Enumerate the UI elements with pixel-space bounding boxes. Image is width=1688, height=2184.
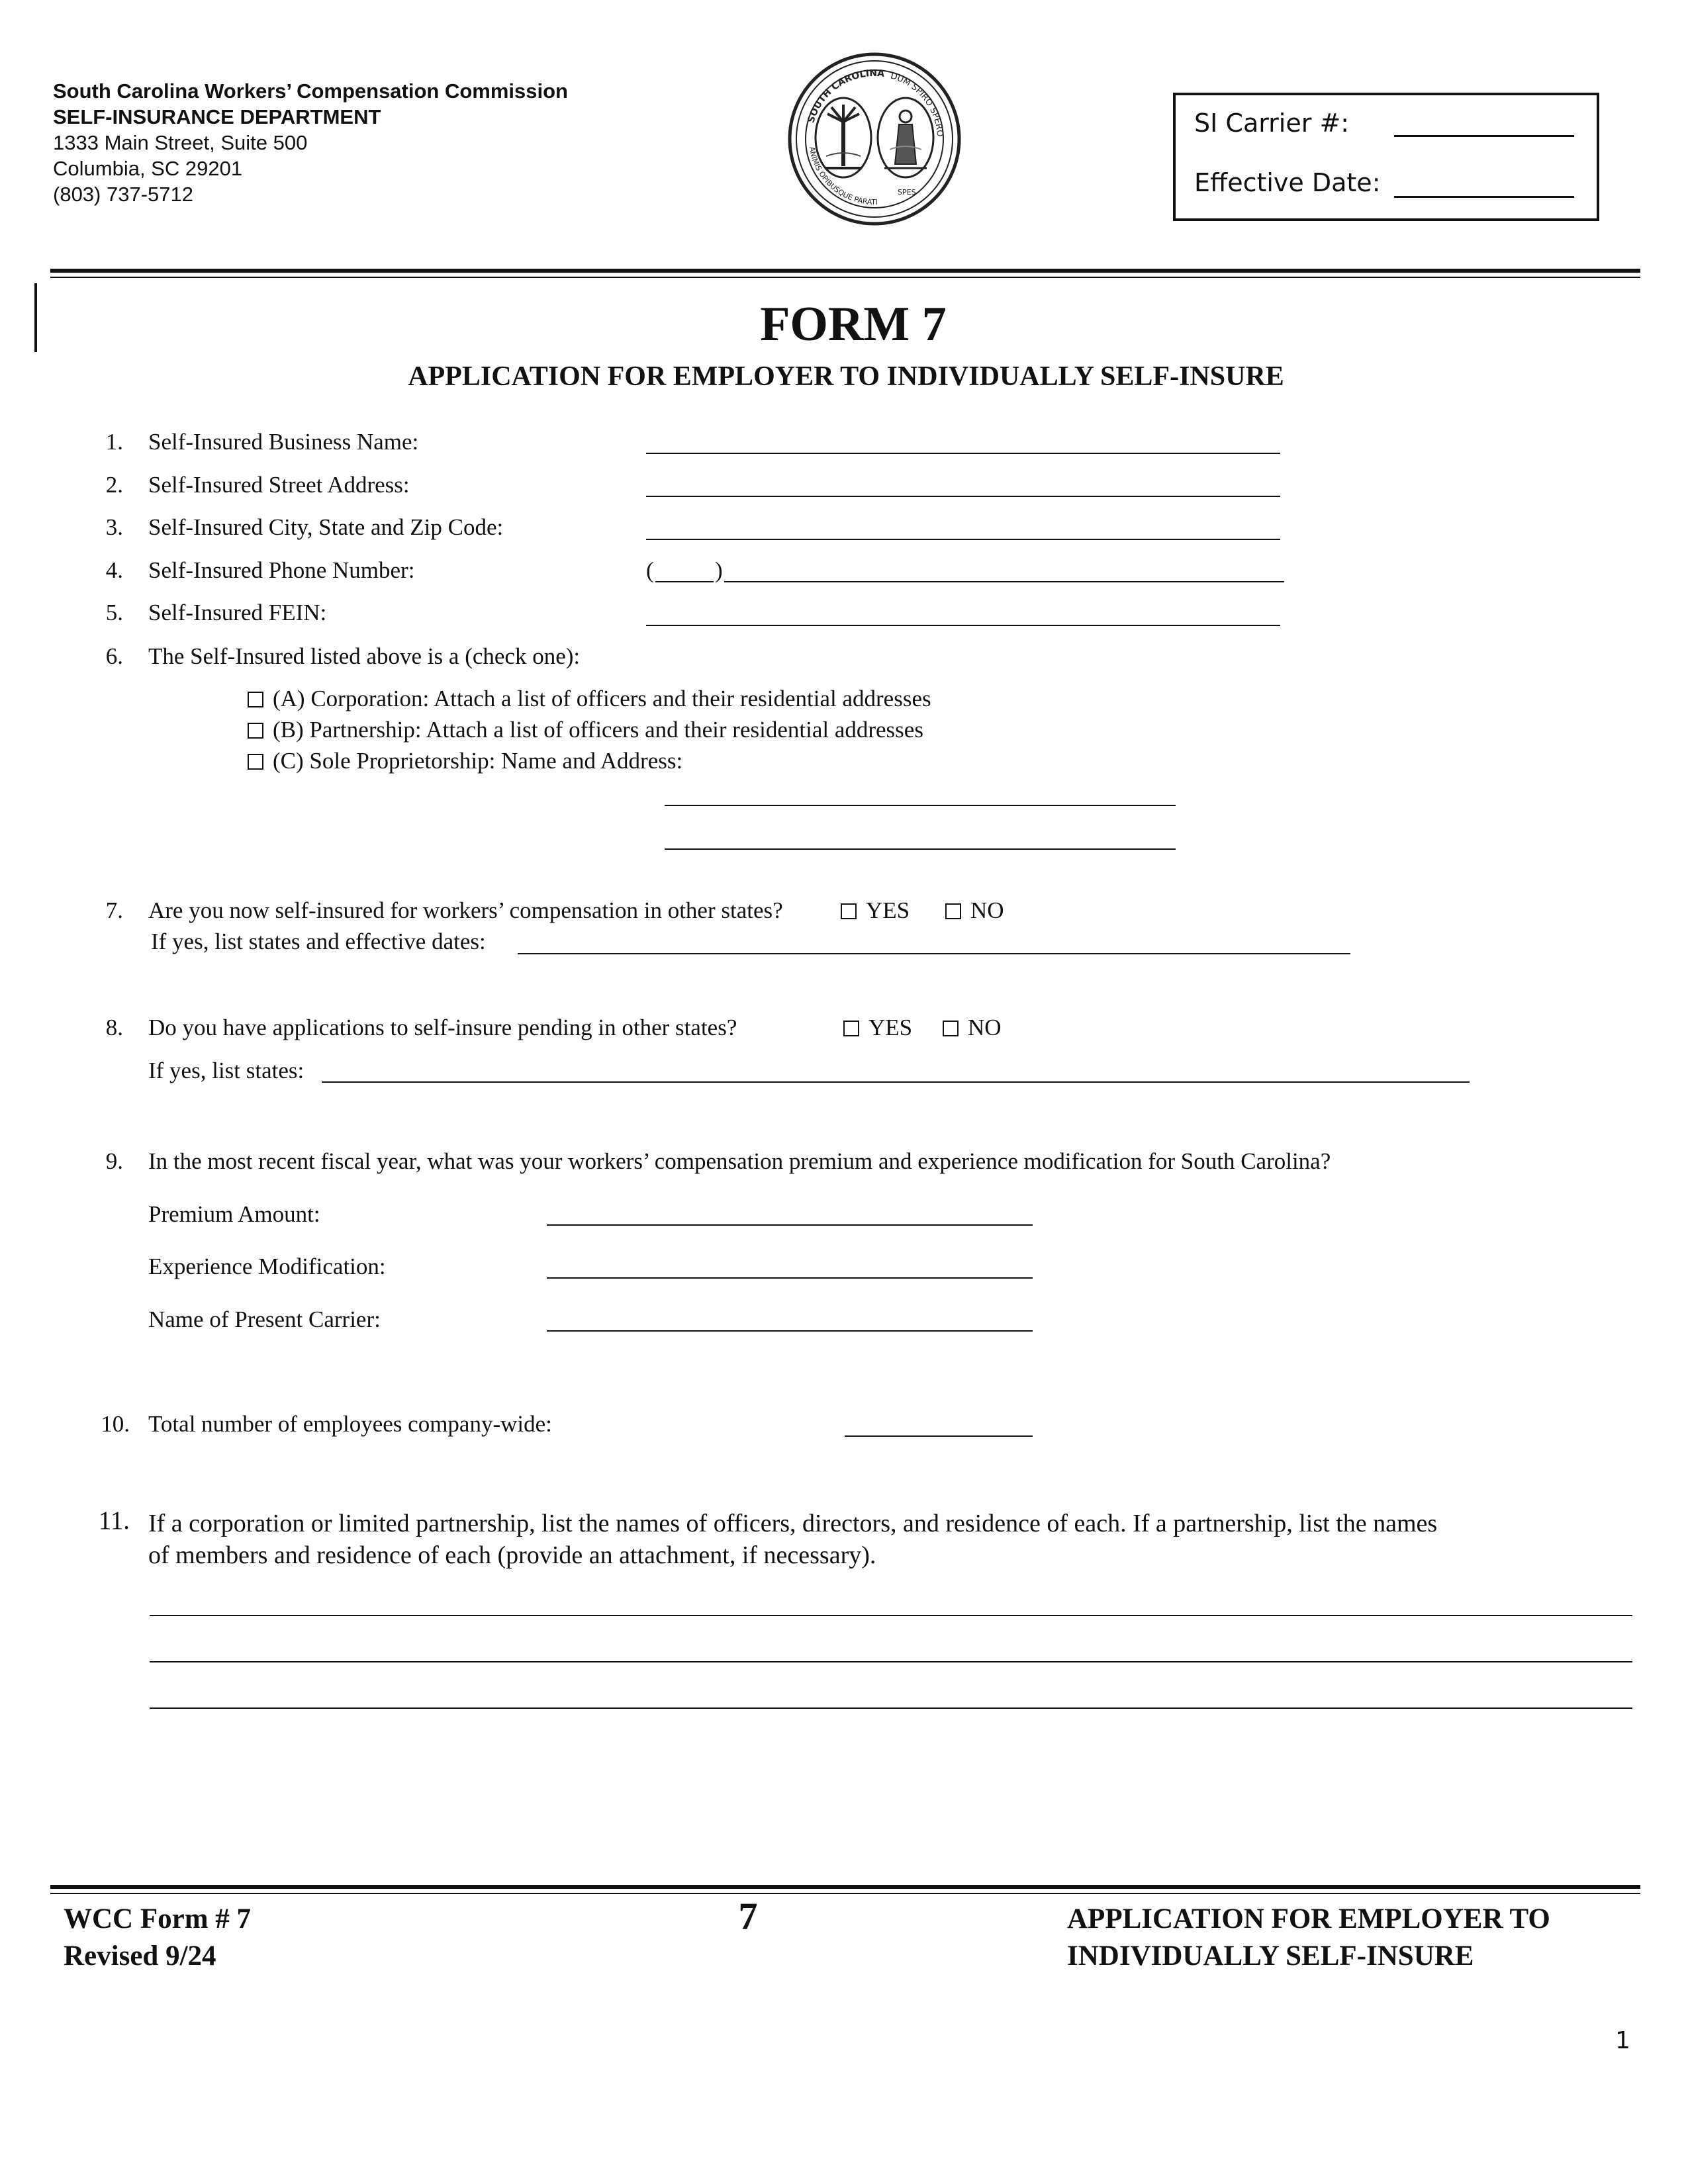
q2-label: Self-Insured Street Address:	[148, 472, 410, 498]
q8-label: Do you have applications to self-insure pending in other states?	[148, 1015, 737, 1040]
proprietor-name-field[interactable]	[665, 805, 1176, 806]
q7-yes-option	[841, 897, 910, 924]
experience-modification-label: Experience Modification:	[148, 1253, 386, 1279]
area-code-close-paren: )	[715, 557, 723, 583]
q8-yes-label: YES	[868, 1015, 913, 1040]
q4-number: 4.	[105, 557, 123, 583]
option-corporation	[248, 686, 931, 712]
q4-label: Self-Insured Phone Number:	[148, 557, 415, 583]
q3-label: Self-Insured City, State and Zip Code:	[148, 514, 504, 540]
q10-number: 10.	[101, 1411, 130, 1437]
area-code-field[interactable]	[655, 581, 714, 582]
form-subtitle: APPLICATION FOR EMPLOYER TO INDIVIDUALLY SELF-INSURE	[408, 361, 1284, 392]
si-carrier-field[interactable]	[1394, 135, 1574, 137]
q7-followup-label: If yes, list states and effective dates:	[151, 929, 486, 954]
q7-states-dates-field[interactable]	[518, 953, 1350, 954]
sole-proprietorship-label: (C) Sole Proprietorship: Name and Address:	[273, 748, 683, 774]
page-number: 1	[1615, 2027, 1630, 2054]
proprietor-address-field[interactable]	[665, 848, 1176, 850]
agency-address-block	[53, 78, 568, 207]
footer-revised-date: Revised 9/24	[64, 1940, 216, 1972]
q5-number: 5.	[105, 600, 123, 625]
employee-count-field[interactable]	[845, 1435, 1033, 1437]
phone-number-field[interactable]	[724, 581, 1284, 582]
premium-amount-field[interactable]	[547, 1224, 1033, 1226]
agency-city: Columbia, SC 29201	[53, 157, 243, 180]
q7-number: 7.	[105, 897, 123, 923]
q7-no-checkbox[interactable]	[945, 903, 961, 919]
q8-no-checkbox[interactable]	[943, 1021, 959, 1036]
department-name: SELF-INSURANCE DEPARTMENT	[53, 105, 381, 128]
premium-amount-label: Premium Amount:	[148, 1201, 320, 1227]
street-address-field[interactable]	[646, 496, 1280, 497]
q1-label: Self-Insured Business Name:	[148, 429, 419, 455]
q8-number: 8.	[105, 1015, 123, 1040]
area-code-open-paren: (	[646, 557, 654, 583]
carrier-info-box	[1173, 93, 1599, 221]
agency-phone: (803) 737-5712	[53, 183, 193, 206]
corporation-checkbox[interactable]	[248, 692, 263, 707]
header-rule-thin	[50, 277, 1640, 278]
seal-top-text: SOUTH CAROLINA	[806, 68, 885, 124]
q7-yes-checkbox[interactable]	[841, 903, 857, 919]
footer-rule-thin	[50, 1893, 1640, 1894]
q6-label: The Self-Insured listed above is a (check one):	[148, 643, 581, 669]
footer-title-line2: INDIVIDUALLY SELF-INSURE	[1067, 1940, 1474, 1972]
q7-no-label: NO	[970, 897, 1004, 923]
present-carrier-field[interactable]	[547, 1330, 1033, 1332]
footer-right	[1067, 1901, 1550, 1975]
footer-rule	[50, 1885, 1640, 1889]
footer-title-line1: APPLICATION FOR EMPLOYER TO	[1067, 1903, 1550, 1934]
effective-date-field[interactable]	[1394, 196, 1574, 198]
q5-label: Self-Insured FEIN:	[148, 600, 327, 625]
q10-label: Total number of employees company-wide:	[148, 1411, 552, 1437]
q7-label: Are you now self-insured for workers’ compensation in other states?	[148, 897, 783, 923]
q8-no-option	[943, 1015, 1002, 1041]
q7-yes-label: YES	[866, 897, 910, 923]
officers-field-line-3[interactable]	[150, 1707, 1632, 1709]
q1-number: 1.	[105, 429, 123, 455]
officers-field-line-2[interactable]	[150, 1661, 1632, 1662]
fein-field[interactable]	[646, 625, 1280, 626]
q11-label-line1: If a corporation or limited partnership, list the names of officers, directors, and residence of each. If a partnership, list the names	[148, 1510, 1438, 1537]
agency-name: South Carolina Workers’ Compensation Commission	[53, 79, 568, 103]
sole-proprietorship-checkbox[interactable]	[248, 754, 263, 770]
q11-number: 11.	[98, 1506, 130, 1535]
q3-number: 3.	[105, 514, 123, 540]
agency-street: 1333 Main Street, Suite 500	[53, 131, 308, 154]
q8-no-label: NO	[968, 1015, 1002, 1040]
q9-number: 9.	[105, 1148, 123, 1174]
footer-center-number: 7	[738, 1895, 758, 1938]
q9-label: In the most recent fiscal year, what was your workers’ compensation premium and experience modification for South Carolina?	[148, 1148, 1331, 1174]
experience-modification-field[interactable]	[547, 1277, 1033, 1279]
q6-number: 6.	[105, 643, 123, 669]
q7-no-option	[945, 897, 1004, 924]
footer-form-number: WCC Form # 7	[64, 1903, 252, 1934]
q2-number: 2.	[105, 472, 123, 498]
partnership-label: (B) Partnership: Attach a list of officers and their residential addresses	[273, 717, 923, 743]
q8-yes-checkbox[interactable]	[843, 1021, 859, 1036]
effective-date-label: Effective Date:	[1194, 168, 1381, 197]
option-partnership	[248, 717, 923, 743]
q8-states-field[interactable]	[322, 1081, 1470, 1083]
q8-followup-label: If yes, list states:	[148, 1058, 305, 1083]
partnership-checkbox[interactable]	[248, 723, 263, 739]
business-name-field[interactable]	[646, 453, 1280, 454]
state-seal-icon	[785, 50, 964, 228]
form-title: FORM 7	[760, 297, 947, 351]
present-carrier-label: Name of Present Carrier:	[148, 1306, 381, 1332]
officers-field-line-1[interactable]	[150, 1615, 1632, 1616]
footer-left	[64, 1901, 251, 1975]
seal-bottom-text: SPES	[898, 188, 916, 197]
corporation-label: (A) Corporation: Attach a list of officers and their residential addresses	[273, 686, 931, 711]
q8-yes-option	[843, 1015, 912, 1041]
q11-label	[148, 1508, 1437, 1571]
header-rule	[50, 269, 1640, 273]
city-state-zip-field[interactable]	[646, 539, 1280, 540]
seal-right-text: DUM SPIRO SPERO	[889, 71, 945, 138]
q11-label-line2: of members and residence of each (provide an attachment, if necessary).	[148, 1541, 876, 1569]
option-sole-proprietorship	[248, 748, 682, 774]
seal-left-text: ANIMIS OPIBUSQUE PARATI	[807, 146, 878, 207]
si-carrier-label: SI Carrier #:	[1194, 109, 1350, 138]
